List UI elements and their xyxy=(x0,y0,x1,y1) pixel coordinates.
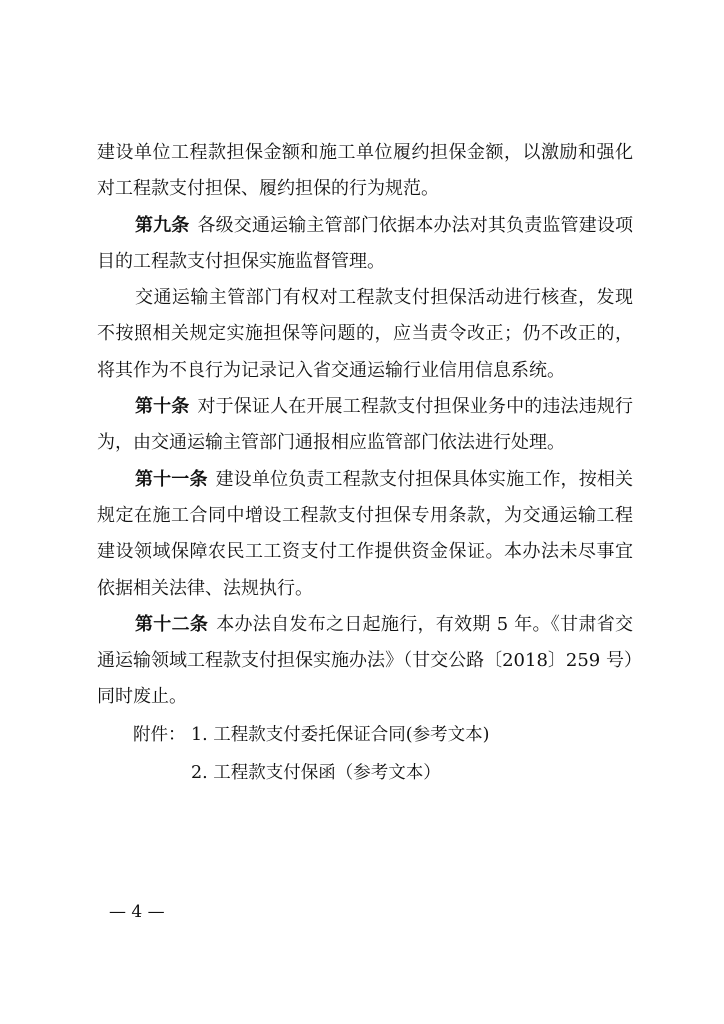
page-number: — 4 — xyxy=(109,902,165,922)
attachment-item: 1. 工程款支付委托保证合同(参考文本) xyxy=(191,724,490,745)
paragraph-text: 交通运输主管部门有权对工程款支付担保活动进行核查，发现不按照相关规定实施担保等问题的，应当责令改正；仍不改正的，将其作为不良行为记录记入省交通运输行业信用信息系统。 xyxy=(97,287,633,381)
article-heading: 第十二条 xyxy=(135,613,209,635)
paragraph-text: 建设单位工程款担保金额和施工单位履约担保金额，以激励和强化对工程款支付担保、履约担保的行为规范。 xyxy=(97,142,633,200)
paragraph-text: 对于保证人在开展工程款支付担保业务中的违法违规行为，由交通运输主管部门通报相应监管部门依法进行处理。 xyxy=(97,396,634,454)
attachment-item: 2. 工程款支付保函（参考文本） xyxy=(191,762,441,783)
article-9 xyxy=(97,208,633,281)
article-10 xyxy=(97,389,633,462)
article-heading: 第九条 xyxy=(135,214,190,236)
paragraph-text: 建设单位负责工程款支付担保具体实施工作，按相关规定在施工合同中增设工程款支付担保专用条款，为交通运输工程建设领域保障农民工工资支付工作提供资金保证。本办法未尽事宜依据相关法律、法规执行。 xyxy=(97,468,634,599)
paragraph-continuation xyxy=(97,135,633,208)
paragraph-text: 本办法自发布之日起施行，有效期 5 年。《甘肃省交通运输领域工程款支付担保实施办法》（甘交公路〔2018〕259 号）同时废止。 xyxy=(97,613,633,708)
article-heading: 第十一条 xyxy=(135,468,208,490)
paragraph-text: 各级交通运输主管部门依据本办法对其负责监管建设项目的工程款支付担保实施监督管理。 xyxy=(97,214,634,272)
attachments-list xyxy=(133,714,613,790)
article-12 xyxy=(97,607,633,716)
attachments-label: 附件： xyxy=(133,724,186,745)
body-text xyxy=(97,135,633,716)
article-11 xyxy=(97,462,633,607)
article-heading: 第十条 xyxy=(135,396,190,418)
attachment-row xyxy=(133,714,613,752)
attachment-row xyxy=(133,752,613,790)
paragraph-supervision xyxy=(97,280,633,389)
